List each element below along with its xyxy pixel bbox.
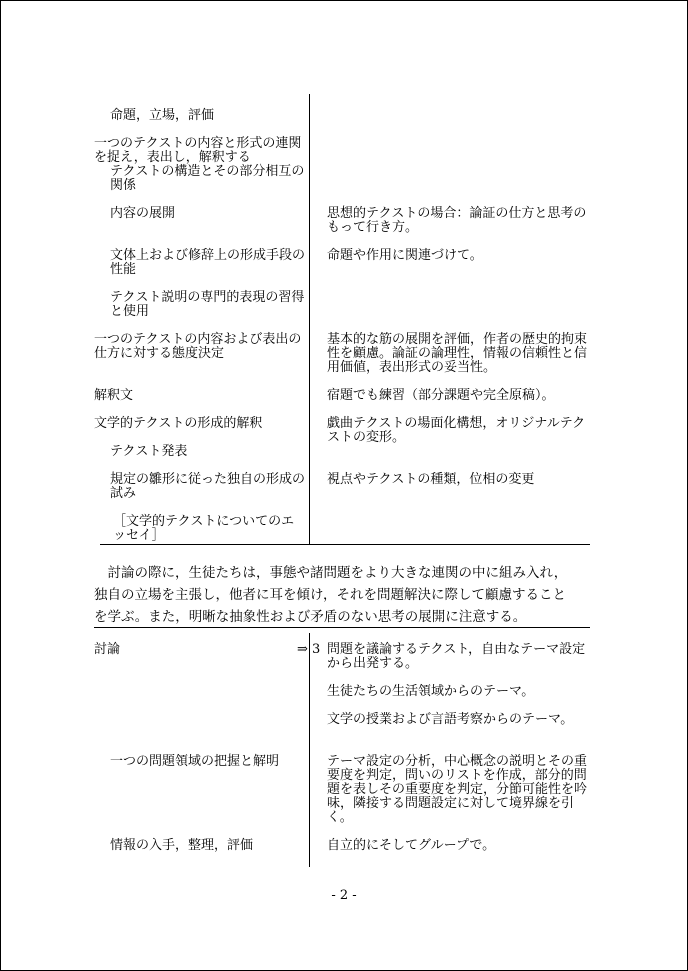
rule-top <box>100 544 590 545</box>
left-cell: 命題，立場，評価 <box>110 108 215 123</box>
left-cell: テクスト説明の専門的表現の習得と使用 <box>110 290 305 319</box>
left-cell: 規定の雛形に従った独自の形成の試み <box>110 472 306 501</box>
right-cell: 基本的な筋の展開を評価，作者の歴史的拘束性を顧慮。論証の論理性，情報の信頼性と信用価値，表出形式の妥当性。 <box>327 332 588 375</box>
left-cell: 一つのテクストの内容と形式の連関を捉え，表出し，解釈する <box>94 136 302 165</box>
right-cell: テーマ設定の分析，中心概念の説明とその重要度を判定，問いのリストを作成，部分的問題を表しその重要度を判定，分節可能性を吟味，隣接する問題設定に対して境界線を引く。 <box>327 754 588 825</box>
rule-bottom <box>94 627 590 628</box>
left-cell: 討論 <box>94 642 121 657</box>
paragraph-line: を学ぶ。また，明晰な抽象性および矛盾のない思考の展開に注意する。 <box>94 609 527 625</box>
right-cell: 視点やテクストの種類，位相の変更 <box>327 472 535 487</box>
left-cell: 情報の入手，整理，評価 <box>110 838 254 853</box>
right-cell: 命題や作用に関連づけて。 <box>327 248 483 263</box>
right-cell: 文学の授業および言語考察からのテーマ。 <box>327 712 574 727</box>
left-cell: 内容の展開 <box>110 206 176 221</box>
left-cell: 一つのテクストの内容および表出の仕方に対する態度決定 <box>94 332 302 361</box>
left-cell: ［文学的テクストについてのエッセイ］ <box>113 514 295 543</box>
left-cell: テクスト発表 <box>110 444 188 459</box>
column-divider-top <box>309 94 310 544</box>
right-cell: 自立的にそしてグループで。 <box>327 838 496 853</box>
left-cell: 文学的テクストの形成的解釈 <box>94 416 263 431</box>
left-cell: 一つの問題領域の把握と解明 <box>110 754 280 769</box>
right-cell: 生徒たちの生活領域からのテーマ。 <box>327 684 535 699</box>
cross-reference-arrow: ⇒ 3 <box>297 642 321 657</box>
right-cell: 戯曲テクストの場面化構想，オリジナルテクストの変形。 <box>327 416 586 445</box>
left-cell: 文体上および修辞上の形成手段の性能 <box>110 248 306 277</box>
right-cell: 思想的テクストの場合：論証の仕方と思考のもって行き方。 <box>327 206 587 235</box>
left-cell: 解釈文 <box>94 388 134 403</box>
right-cell: 宿題でも練習（部分課題や完全原稿）。 <box>327 388 555 403</box>
paragraph-line: 独自の立場を主張し，他者に耳を傾け，それを問題解決に際して顧慮すること <box>94 587 566 603</box>
body-paragraph <box>94 562 592 628</box>
paragraph-line: 討論の際に，生徒たちは，事態や諸問題をより大きな連関の中に組み入れ， <box>107 565 568 581</box>
left-cell: テクストの構造とその部分相互の関係 <box>110 164 305 193</box>
page-number: - 2 - <box>331 888 357 903</box>
column-divider-bottom <box>309 633 310 867</box>
right-cell: 問題を議論するテクスト，自由なテーマ設定から出発する。 <box>327 642 586 671</box>
